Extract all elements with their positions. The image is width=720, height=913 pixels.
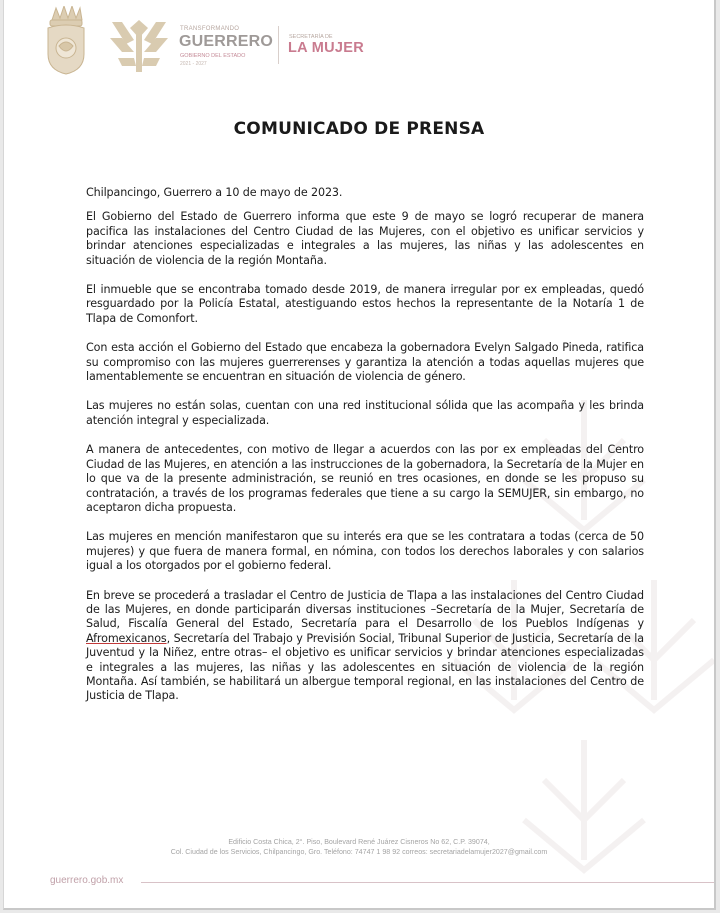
logo-divider bbox=[278, 26, 279, 64]
paragraph: Las mujeres no están solas, cuentan con una red institucional sólida que las acompaña y les brinda atención integral y especializada. bbox=[86, 399, 644, 427]
paragraph-last bbox=[86, 589, 644, 704]
brand-name: GUERRERO bbox=[179, 33, 274, 50]
brand-tagline: TRANSFORMANDO bbox=[180, 26, 240, 32]
secretaria-name: LA MUJER bbox=[288, 40, 364, 56]
letterhead bbox=[4, 0, 714, 90]
paragraph: El Gobierno del Estado de Guerrero informa que este 9 de mayo se logró recuperar de manera pacifica las instalaciones del Centro Ciudad de las Mujeres, con el objetivo es unificar servicios y brindar atenciones especializadas e integrales a las mujeres, las niñas y las adolescentes en situación de violencia de la región Montaña. bbox=[86, 210, 644, 267]
address-line: Edificio Costa Chica, 2°. Piso, Boulevard René Juárez Cisneros No 62, C.P. 39074, bbox=[228, 838, 490, 846]
state-seal-logo bbox=[44, 6, 88, 76]
paragraph: El inmueble que se encontraba tomado desde 2019, de manera irregular por ex empleadas, quedó resguardado por la Policía Estatal, atestiguando estos hechos la representante de la Notaría 1 de Tlapa de Comonfort. bbox=[86, 283, 644, 325]
document-title: COMUNICADO DE PRENSA bbox=[233, 119, 485, 139]
document-body bbox=[86, 186, 644, 719]
paragraph: A manera de antecedentes, con motivo de llegar a acuerdos con las por ex empleadas del Centro Ciudad de las Mujeres, en atención a las instrucciones de la gobernadora, la Secretaría de la Mujer en lo que va de la presente administración, se reunió en tres ocasiones, en donde se les propuso su contratación, a través de los programas federales que tiene a su cargo la SEMUJER, sin embargo, no aceptaron dicha propuesta. bbox=[86, 443, 644, 514]
spellcheck-underlined-word: Afromexicanos bbox=[86, 631, 167, 645]
date-line: Chilpancingo, Guerrero a 10 de mayo de 2023. bbox=[86, 186, 343, 199]
paragraph-text: En breve se procederá a trasladar el Centro de Justicia de Tlapa a las instalaciones del Centro Ciudad de las Mujeres, en donde participarán diversas instituciones –Secretaría de la Mujer, Secretaría de Salud, Fiscalía General del Estado, Secretaría para el Desarrollo de los Pueblos Indígenas y bbox=[86, 588, 644, 631]
brand-government-label: GOBIERNO DEL ESTADO bbox=[180, 53, 246, 59]
guerrero-tree-logo bbox=[108, 14, 170, 72]
footer-address bbox=[4, 837, 714, 857]
footer-divider bbox=[141, 882, 714, 883]
brand-years: 2021 - 2027 bbox=[180, 61, 207, 67]
paragraph-text: , Secretaría del Trabajo y Previsión Social, Tribunal Superior de Justicia, Secretaría de la Juventud y la Niñez, entre otras– el objetivo es unificar servicios y brindar atenciones especializadas e integrales a las mujeres, las niñas y las adolescentes en situación de violencia de la región Montaña. Así también, se habilitará un albergue temporal regional, en las instalaciones del Centro de Justicia de Tlapa. bbox=[86, 631, 644, 703]
address-line: Col. Ciudad de los Servicios, Chilpancingo, Gro. Teléfono: 74747 1 98 92 correos: secretariadelamujer2027@gmail.com bbox=[170, 848, 548, 856]
document-page bbox=[3, 0, 716, 910]
paragraph: Las mujeres en mención manifestaron que su interés era que se les contratara a todas (cerca de 50 mujeres) y que fuera de manera formal, en nómina, con todos los derechos laborales y con salarios igual a los otorgados por el gobierno federal. bbox=[86, 530, 644, 573]
secretaria-label: SECRETARÍA DE bbox=[289, 34, 333, 40]
website-link[interactable]: guerrero.gob.mx bbox=[50, 875, 124, 886]
paragraph: Con esta acción el Gobierno del Estado que encabeza la gobernadora Evelyn Salgado Pineda, ratifica su compromiso con las mujeres guerrerenses y garantiza la atención a todas aquellas mujeres que lamentablemente se encuentran en situación de violencia de género. bbox=[86, 341, 644, 384]
